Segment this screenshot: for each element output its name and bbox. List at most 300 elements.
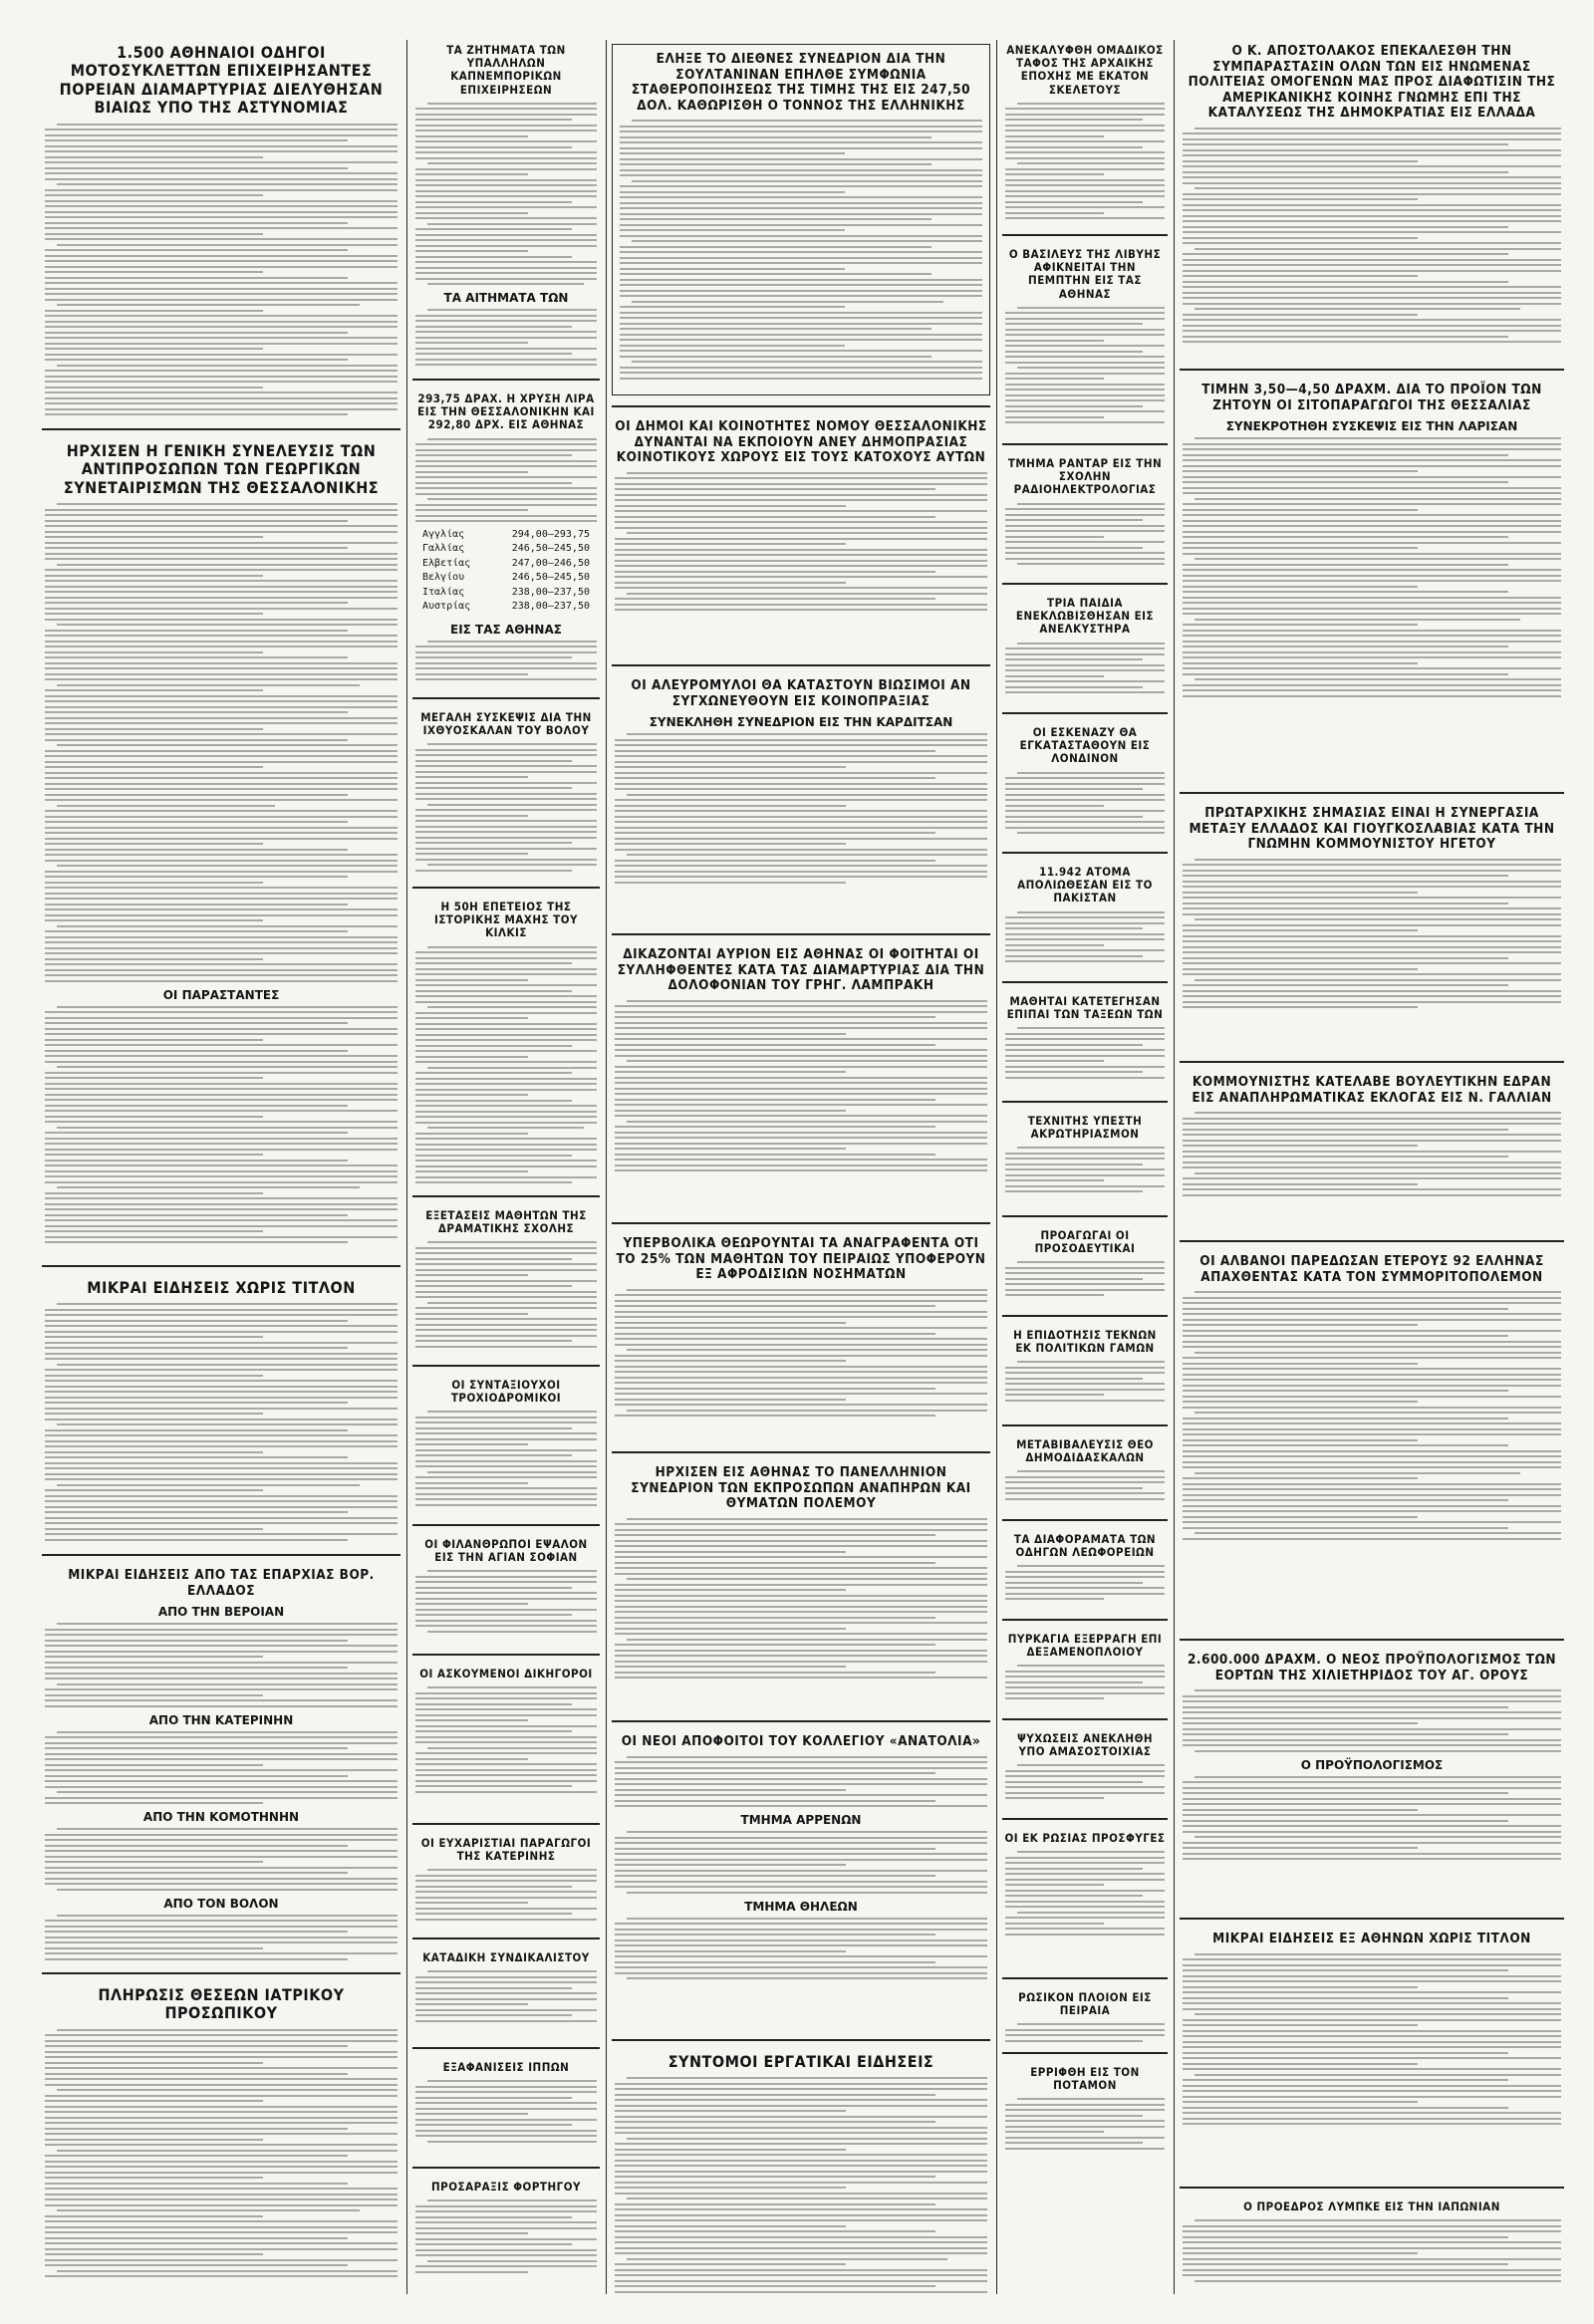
text-line <box>1183 2230 1561 2232</box>
text-line <box>45 1872 348 1874</box>
text-line <box>1005 1884 1104 1886</box>
text-line <box>1195 2280 1561 2282</box>
text-line <box>1005 378 1104 380</box>
text-line <box>415 1758 528 1760</box>
article-body <box>1180 2219 1564 2282</box>
text-line <box>615 2236 987 2238</box>
text-line <box>45 531 398 533</box>
text-line <box>45 413 348 415</box>
text-line <box>45 1645 398 1647</box>
text-line <box>620 147 982 149</box>
text-line <box>615 1143 987 1145</box>
text-line <box>1183 881 1561 883</box>
text-line <box>45 1856 398 1858</box>
text-line <box>1005 373 1165 375</box>
text-line <box>615 2219 987 2221</box>
article-tanker-fire <box>1002 1629 1168 1708</box>
text-line <box>1195 1689 1561 1691</box>
text-line <box>45 1941 398 1943</box>
text-line <box>1183 990 1561 992</box>
text-line <box>615 1661 987 1663</box>
article-body <box>612 1289 990 1418</box>
text-line <box>415 1625 597 1627</box>
text-line <box>45 963 398 965</box>
text-line <box>1183 1516 1418 1518</box>
text-line <box>1017 1565 1165 1567</box>
article-libya-king <box>1002 244 1168 433</box>
text-line <box>45 1528 263 1530</box>
text-line <box>415 1897 597 1899</box>
text-line <box>1183 1958 1561 1960</box>
article-body <box>412 1241 600 1348</box>
text-line <box>620 350 982 352</box>
text-line <box>1005 821 1165 823</box>
text-line <box>1005 1781 1143 1783</box>
text-line <box>1017 911 1165 913</box>
text-line <box>415 140 597 142</box>
article-medical-staff <box>42 1982 400 2281</box>
text-line <box>415 1719 528 1721</box>
text-line <box>615 1600 987 1602</box>
text-line <box>1183 2112 1561 2114</box>
text-line <box>1183 2123 1561 2125</box>
text-line <box>1005 1168 1165 1170</box>
text-line <box>1005 179 1165 181</box>
text-line <box>45 898 398 900</box>
text-line <box>45 1473 398 1475</box>
article-body <box>412 1570 600 1633</box>
text-line <box>45 1050 348 1052</box>
text-line <box>1183 2118 1561 2120</box>
text-line <box>415 1100 572 1102</box>
text-line <box>45 876 348 878</box>
text-line <box>57 624 398 626</box>
article-body <box>1180 1291 1564 1540</box>
text-line <box>415 1692 597 1694</box>
text-line <box>415 1346 597 1348</box>
text-line <box>615 2176 935 2178</box>
text-line <box>45 354 398 356</box>
text-line <box>1005 1786 1165 1788</box>
article-body <box>1002 1764 1168 1799</box>
text-line <box>415 184 597 186</box>
text-line <box>1005 691 1165 693</box>
text-line <box>1183 2101 1418 2103</box>
text-line <box>1183 1177 1561 1179</box>
text-line <box>1017 503 1165 505</box>
text-line <box>1005 1598 1104 1600</box>
text-line <box>615 1622 987 1624</box>
text-line <box>45 673 398 675</box>
text-line <box>45 1878 398 1880</box>
text-line <box>415 1981 597 1983</box>
article-body <box>412 103 600 286</box>
text-line <box>45 1522 398 1524</box>
text-line <box>1183 2079 1508 2081</box>
text-line <box>415 771 597 773</box>
text-line <box>45 1116 263 1118</box>
text-line <box>45 2231 398 2233</box>
text-line <box>615 609 987 611</box>
text-line <box>1183 635 1561 637</box>
gold-price-row <box>422 542 590 557</box>
text-line <box>1183 602 1561 604</box>
text-line <box>415 793 597 795</box>
text-line <box>415 678 597 680</box>
text-line <box>620 295 982 297</box>
text-line <box>415 206 597 208</box>
text-line <box>415 1785 572 1787</box>
text-line <box>1183 1809 1418 1811</box>
text-line <box>45 1088 398 1090</box>
text-line <box>45 1309 398 1311</box>
text-line <box>1005 1775 1165 1777</box>
text-line <box>1183 870 1561 872</box>
text-line <box>45 2128 348 2130</box>
text-line <box>57 2209 360 2211</box>
text-line <box>57 805 275 807</box>
text-line <box>620 317 982 319</box>
text-line <box>415 1078 597 1080</box>
text-line <box>57 744 398 746</box>
text-line <box>45 266 398 268</box>
text-line <box>1183 1313 1561 1315</box>
text-line <box>415 798 597 800</box>
text-line <box>45 216 398 218</box>
text-line <box>45 1694 263 1696</box>
text-line <box>1183 1151 1561 1153</box>
text-line <box>1183 1975 1561 1977</box>
article-body <box>412 946 600 1185</box>
article-teacher-transfers <box>1002 1434 1168 1509</box>
text-line <box>45 2248 398 2250</box>
text-line <box>1183 1527 1508 1529</box>
text-line <box>1183 1739 1561 1741</box>
text-line <box>615 805 846 807</box>
text-line <box>615 1783 987 1785</box>
text-line <box>615 587 987 589</box>
text-line <box>45 2259 398 2261</box>
text-line <box>415 509 528 511</box>
text-line <box>45 1402 348 1404</box>
text-line <box>1005 647 1165 649</box>
text-line <box>1183 1118 1561 1120</box>
text-line <box>415 1913 572 1915</box>
text-line <box>1195 248 1561 250</box>
text-line <box>1183 341 1561 343</box>
article-body <box>42 1623 400 1707</box>
text-line <box>615 1859 987 1861</box>
text-line <box>1005 2109 1165 2111</box>
text-line <box>45 930 348 932</box>
text-line <box>415 454 572 456</box>
text-line <box>1183 1401 1418 1403</box>
text-line <box>615 843 846 845</box>
text-line <box>1183 1488 1561 1490</box>
text-line <box>620 136 931 138</box>
text-line <box>1183 160 1418 162</box>
article-body <box>1002 503 1168 566</box>
text-line <box>45 1539 348 1541</box>
text-line <box>45 630 348 632</box>
text-line <box>1005 1890 1165 1892</box>
text-line <box>45 958 263 960</box>
text-line <box>45 520 348 522</box>
text-line <box>615 1169 987 1171</box>
text-line <box>615 527 987 529</box>
headline: ΤΜΗΜΑ ΡΑΝΤΑΡ ΕΙΣ ΤΗΝ ΣΧΟΛΗΝ ΡΑΔΙΟΗΛΕΚΤΡΟΛΟΓΙΑΣ <box>1007 456 1163 497</box>
text-line <box>1005 547 1143 549</box>
text-line <box>45 1764 263 1766</box>
text-line <box>1183 2002 1561 2004</box>
text-line <box>1005 108 1165 110</box>
text-line <box>415 1089 597 1091</box>
subheading: ΣΥΝΕΚΡΟΤΗΘΗ ΣΥΣΚΕΨΙΣ ΕΙΣ ΤΗΝ ΛΑΡΙΣΑΝ <box>1225 419 1518 434</box>
text-line <box>427 1631 597 1633</box>
text-line <box>415 1313 528 1315</box>
text-line <box>1183 591 1508 593</box>
text-line <box>615 477 987 479</box>
text-line <box>615 1848 935 1850</box>
text-line <box>45 2144 398 2146</box>
text-line <box>45 1219 398 1221</box>
text-line <box>615 1950 846 1952</box>
article-worker-amputation <box>1002 1111 1168 1205</box>
text-line <box>1183 198 1418 200</box>
text-line <box>615 2099 987 2101</box>
text-line <box>1017 1361 1165 1363</box>
text-line <box>57 1915 398 1917</box>
text-line <box>1005 1895 1143 1897</box>
text-line <box>57 1731 398 1733</box>
text-line <box>620 130 982 132</box>
text-line <box>45 145 398 147</box>
text-line <box>1183 492 1561 494</box>
text-line <box>620 251 982 253</box>
text-line <box>615 1672 935 1674</box>
headline: Ο ΒΑΣΙΛΕΥΣ ΤΗΣ ΛΙΒΥΗΣ ΑΦΙΚΝΕΙΤΑΙ ΤΗΝ ΠΕΜΠΤΗΝ ΕΙΣ ΤΑΣ ΑΘΗΝΑΣ <box>1008 247 1162 301</box>
text-line <box>615 838 987 840</box>
text-line <box>45 2161 398 2163</box>
text-line <box>615 2171 987 2173</box>
article-elevator-children <box>1002 593 1168 702</box>
text-line <box>1183 569 1561 571</box>
text-line <box>1005 1868 1143 1870</box>
text-line <box>615 1677 987 1678</box>
text-line <box>615 2203 935 2205</box>
text-line <box>1005 146 1143 148</box>
text-line <box>45 1375 263 1377</box>
gold-price-row <box>422 600 590 615</box>
text-line <box>1195 437 1561 439</box>
subheading: ΑΠΟ ΤΗΝ ΒΕΡΟΙΑΝ <box>157 1605 285 1620</box>
text-line <box>415 1280 597 1282</box>
text-line <box>1005 1571 1165 1573</box>
text-line <box>57 304 360 306</box>
text-line <box>615 2149 846 2151</box>
text-line <box>415 1708 597 1710</box>
text-line <box>45 129 398 130</box>
text-line <box>615 777 935 779</box>
text-line <box>615 876 987 878</box>
article-body <box>42 2029 400 2281</box>
text-line <box>415 2243 572 2245</box>
text-line <box>415 157 597 159</box>
headline: 1.500 ΑΘΗΝΑΙΟΙ ΟΔΗΓΟΙ ΜΟΤΟΣΥΚΛΕΤΤΩΝ ΕΠΙΧΕΙΡΗΣΑΝΤΕΣ ΠΟΡΕΙΑΝ ΔΙΑΜΑΡΤΥΡΙΑΣ ΔΙΕΛΥΘΗΣΑΝ ΒΙΑΙΩΣ ΥΠΟ ΤΗΣ ΑΣΤΥΝΟΜΙΑΣ <box>59 43 384 118</box>
text-line <box>415 2113 528 2115</box>
text-line <box>627 1892 987 1894</box>
text-line <box>615 543 846 545</box>
text-line <box>45 816 398 818</box>
text-line <box>415 1587 572 1589</box>
text-line <box>1005 1044 1143 1046</box>
text-line <box>627 472 987 474</box>
text-line <box>1183 2252 1418 2254</box>
article-sultanina <box>612 44 990 395</box>
text-line <box>1005 1389 1165 1391</box>
text-line <box>45 2106 398 2108</box>
text-line <box>415 2108 597 2110</box>
text-line <box>415 1111 597 1113</box>
headline: ΗΡΧΙΣΕΝ Η ΓΕΝΙΚΗ ΣΥΝΕΛΕΥΣΙΣ ΤΩΝ ΑΝΤΙΠΡΟΣΩΠΩΝ ΤΩΝ ΓΕΩΡΓΙΚΩΝ ΣΥΝΕΤΑΙΡΙΣΜΩΝ ΤΗΣ ΘΕΣΣΑΛΟΝΙΚΗΣ <box>63 441 380 497</box>
text-line <box>1005 552 1165 554</box>
text-line <box>1183 275 1418 277</box>
text-line <box>415 848 597 850</box>
headline: ΜΙΚΡΑΙ ΕΙΔΗΣΕΙΣ ΑΠΟ ΤΑΣ ΕΠΑΡΧΙΑΣ ΒΟΡ. ΕΛΛΑΔΟΣ <box>68 1567 375 1599</box>
text-line <box>45 799 398 801</box>
text-line <box>57 1683 398 1685</box>
text-line <box>45 1413 263 1415</box>
text-line <box>415 765 597 767</box>
text-line <box>427 1747 597 1749</box>
headline: ΕΞΑΦΑΝΙΣΕΙΣ ΙΠΠΩΝ <box>442 2060 570 2074</box>
text-line <box>1005 2137 1165 2139</box>
text-line <box>415 1791 597 1793</box>
text-line <box>1005 1400 1165 1402</box>
text-line <box>415 1714 597 1716</box>
text-line <box>45 1325 398 1327</box>
text-line <box>415 443 597 445</box>
text-line <box>1183 1499 1508 1501</box>
text-line <box>615 1595 987 1597</box>
gold-price-value: 246,50—245,50 <box>511 572 590 584</box>
text-line <box>1005 1676 1165 1678</box>
text-line <box>615 2274 987 2276</box>
text-line <box>620 246 931 248</box>
text-line <box>1183 1997 1508 1999</box>
text-line <box>615 1870 987 1872</box>
article-students-classrooms <box>1002 991 1168 1091</box>
text-line <box>615 2208 987 2210</box>
text-line <box>415 2003 528 2005</box>
text-line <box>632 240 982 242</box>
text-line <box>57 124 398 126</box>
text-line <box>415 2097 572 2099</box>
text-line <box>1195 558 1561 560</box>
text-line <box>620 169 982 171</box>
headline: ΜΑΘΗΤΑΙ ΚΑΤΕΤΕΓΗΣΑΝ ΕΠΙΠΑΙ ΤΩΝ ΤΑΞΕΩΝ ΤΩΝ <box>1006 994 1164 1022</box>
text-line <box>45 766 263 768</box>
text-line <box>1183 2052 1508 2054</box>
text-line <box>615 799 987 801</box>
text-line <box>415 656 572 658</box>
text-line <box>45 1797 398 1799</box>
text-line <box>1005 1928 1165 1930</box>
text-line <box>615 1800 935 1802</box>
text-line <box>415 364 597 366</box>
text-line <box>45 408 398 410</box>
text-line <box>45 755 398 757</box>
text-line <box>1005 1367 1165 1369</box>
text-line <box>415 809 597 811</box>
text-line <box>1005 416 1104 418</box>
text-line <box>1005 558 1165 560</box>
text-line <box>45 553 398 555</box>
article-fish-market <box>412 707 600 877</box>
text-line <box>415 782 597 784</box>
text-line <box>615 516 935 518</box>
text-line <box>1005 217 1165 219</box>
gold-price-value: 247,00—246,50 <box>511 557 590 569</box>
text-line <box>1005 1906 1165 1908</box>
text-line <box>615 1044 935 1046</box>
text-line <box>1183 1455 1561 1457</box>
text-line <box>415 1061 597 1063</box>
text-line <box>45 376 398 378</box>
text-line <box>415 2020 597 2022</box>
text-line <box>1183 1166 1561 1168</box>
text-line <box>615 1377 987 1379</box>
subheading: ΤΜΗΜΑ ΘΗΛΕΩΝ <box>744 1899 858 1914</box>
text-line <box>1183 1183 1418 1185</box>
text-line <box>615 821 987 823</box>
article-flour-mills <box>612 674 990 923</box>
text-line <box>1017 367 1165 369</box>
text-line <box>615 554 987 556</box>
text-line <box>415 173 528 175</box>
text-line <box>45 849 348 851</box>
subheading: ΤΑ ΑΙΤΗΜΑΤΑ ΤΩΝ <box>443 291 569 306</box>
text-line <box>620 257 982 259</box>
text-line <box>615 1650 987 1652</box>
text-line <box>627 1756 987 1758</box>
text-line <box>45 1419 398 1420</box>
text-line <box>615 1540 987 1542</box>
text-line <box>45 238 398 240</box>
text-line <box>45 222 348 224</box>
text-line <box>615 1316 987 1318</box>
text-line <box>415 151 597 153</box>
text-line <box>1183 259 1561 261</box>
text-line <box>615 1388 935 1390</box>
text-line <box>427 162 597 164</box>
text-line <box>415 272 597 274</box>
gold-price-label: Ιταλίας <box>422 586 465 598</box>
text-line <box>620 235 982 237</box>
text-line <box>627 1518 987 1520</box>
article-freighter-grounding <box>412 2177 600 2286</box>
text-line <box>45 343 398 345</box>
text-line <box>620 141 982 143</box>
text-line <box>427 1067 597 1069</box>
text-line <box>1183 695 1561 697</box>
article-unionist-sentence <box>412 1947 600 2037</box>
text-line <box>45 1651 398 1653</box>
text-line <box>427 1411 597 1413</box>
headline: ΜΙΚΡΑΙ ΕΙΔΗΣΕΙΣ ΕΞ ΑΘΗΝΩΝ ΧΩΡΙΣ ΤΙΤΛΟΝ <box>1212 1931 1531 1946</box>
text-line <box>415 1296 597 1298</box>
headline: Η 50Η ΕΠΕΤΕΙΟΣ ΤΗΣ ΙΣΤΟΡΙΚΗΣ ΜΑΧΗΣ ΤΟΥ ΚΙΛΚΙΣ <box>434 900 578 940</box>
